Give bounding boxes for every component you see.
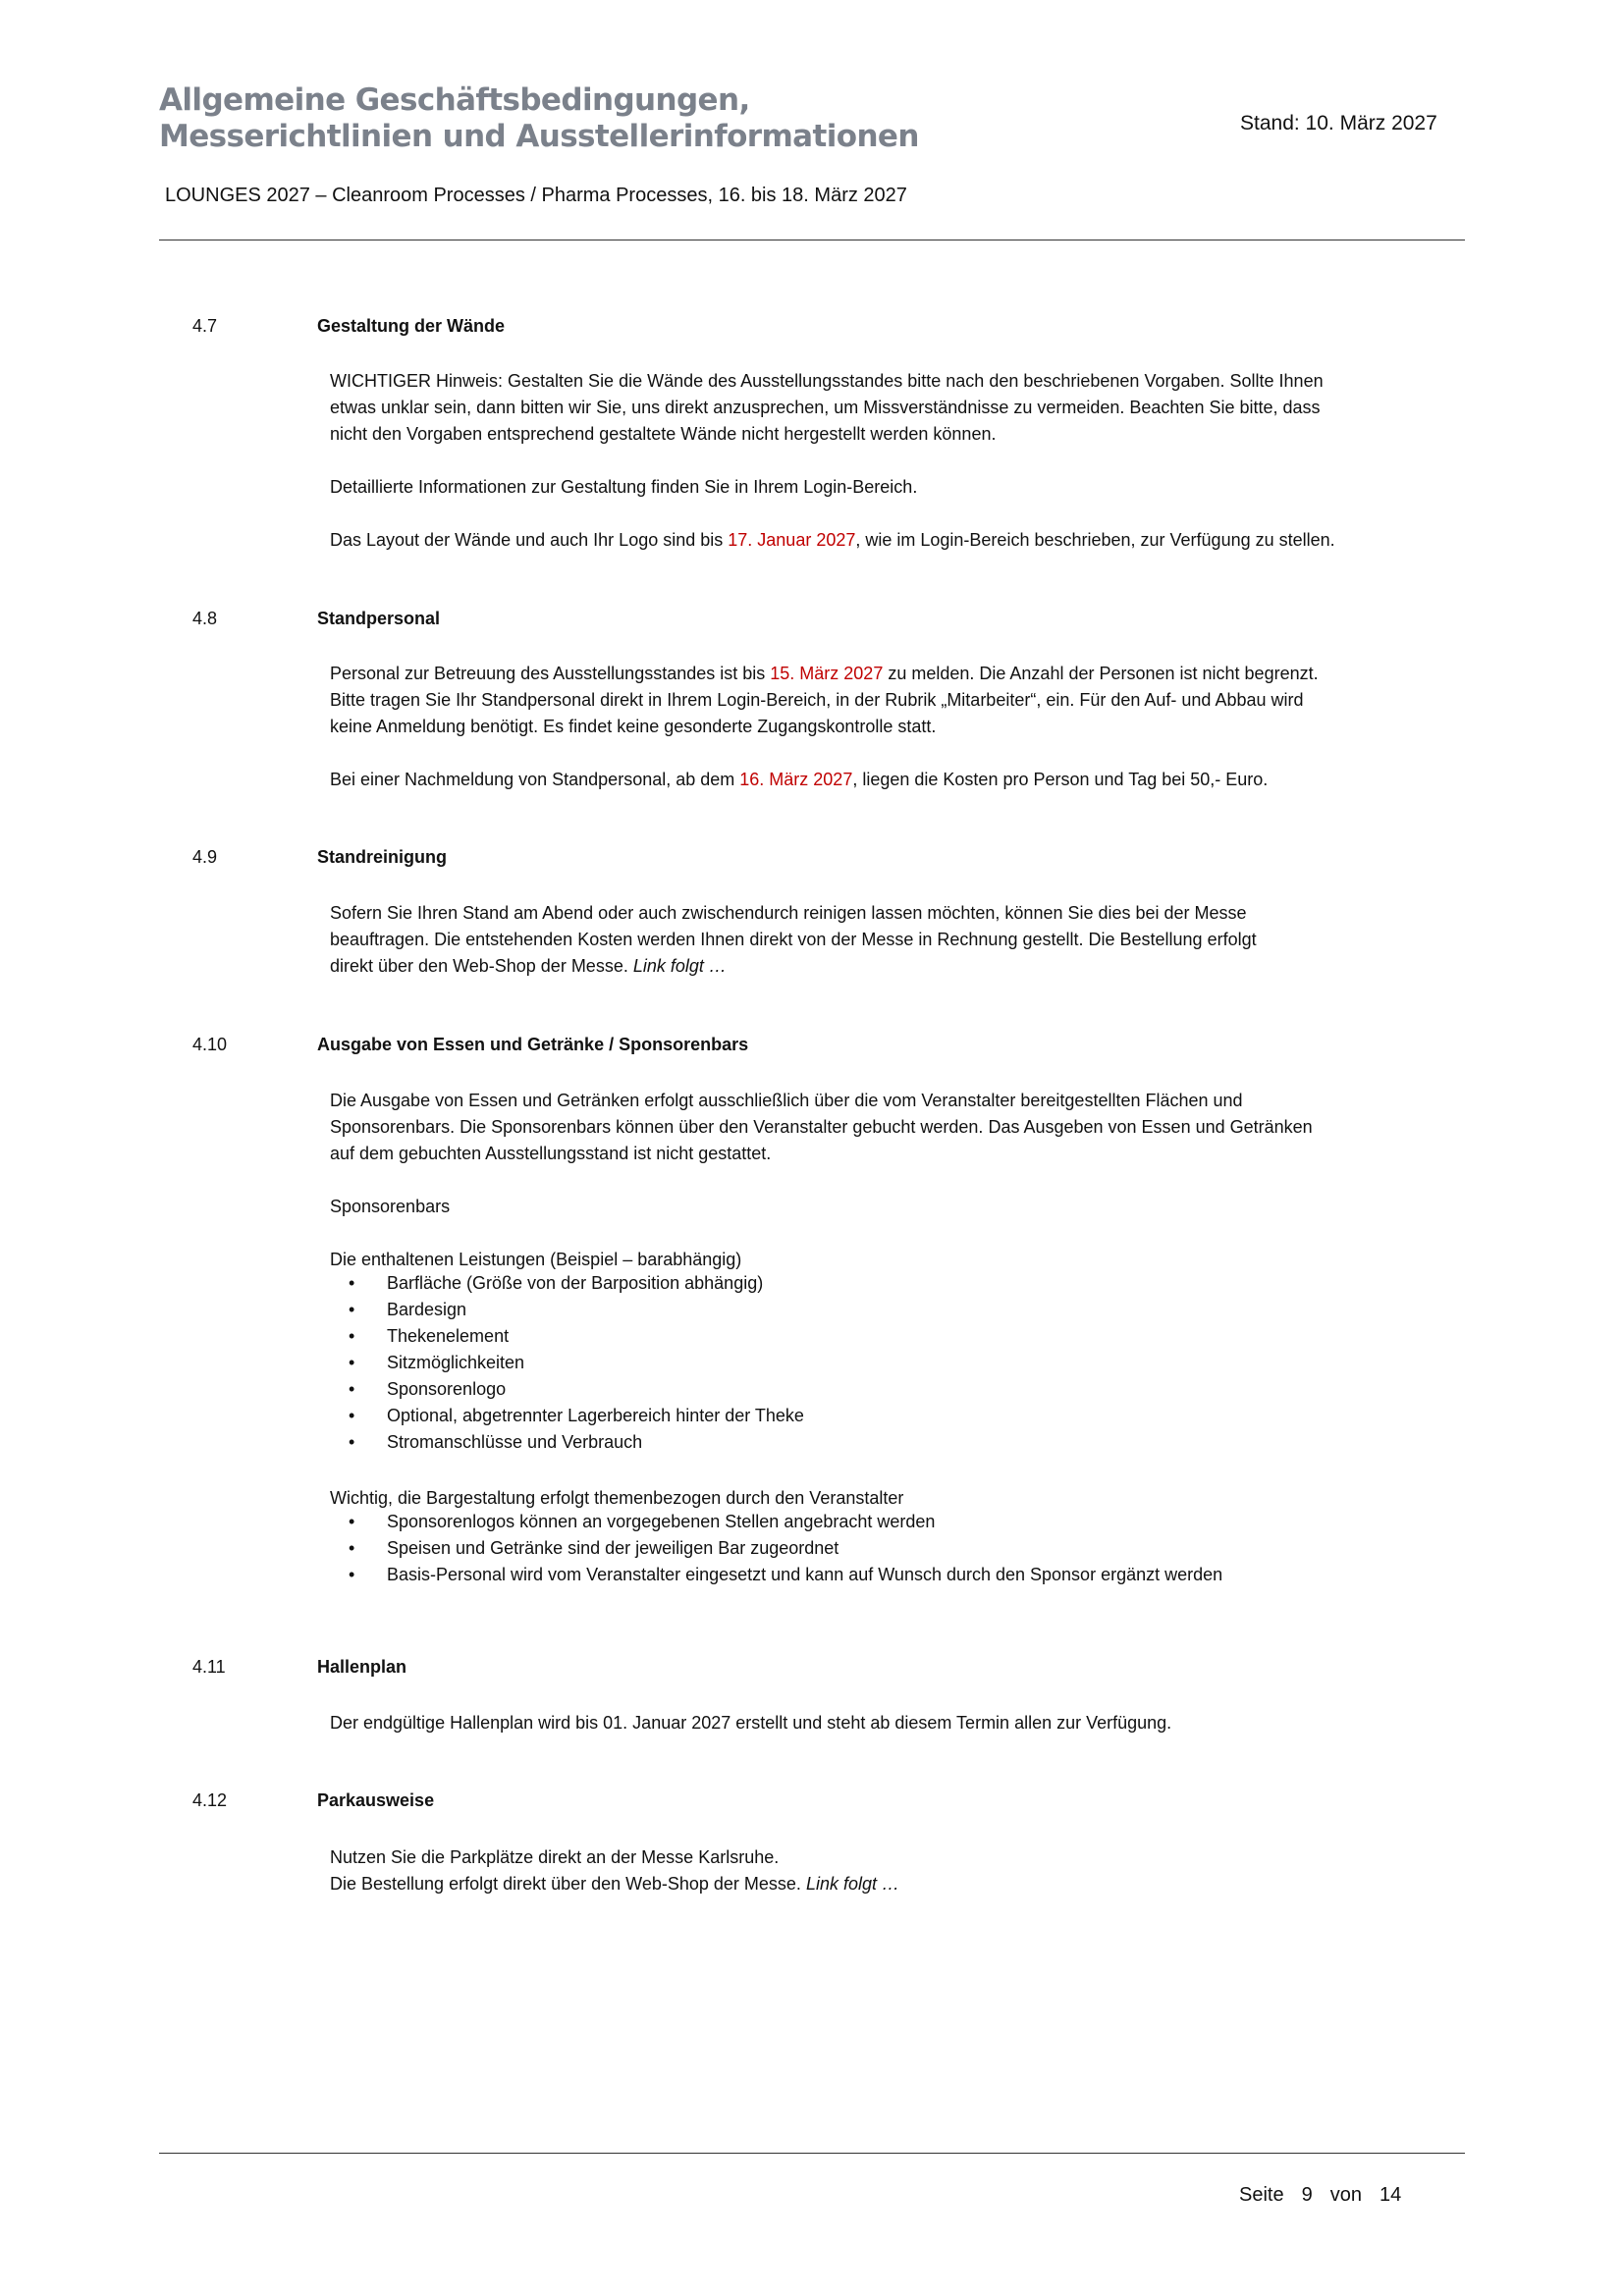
section-number: 4.12 (192, 1790, 228, 1810)
notes-intro: Wichtig, die Bargestaltung erfolgt themenbezogen durch den Veranstalter (330, 1488, 904, 1508)
paragraph-line: WICHTIGER Hinweis: Gestalten Sie die Wände des Ausstellungsstandes bitte nach den beschriebenen Vorgaben. Sollte Ihnen (330, 371, 1324, 391)
section-number: 4.7 (192, 316, 218, 336)
list-item: Speisen und Getränke sind der jeweiligen Bar zugeordnet (387, 1538, 839, 1558)
section-heading: Parkausweise (317, 1790, 435, 1810)
bullet-icon: • (349, 1300, 355, 1319)
footer-divider (159, 2153, 1465, 2154)
text: Bei einer Nachmeldung von Standpersonal, ab dem (330, 770, 740, 789)
event-subtitle: LOUNGES 2027 – Cleanroom Processes / Pharma Processes, 16. bis 18. März 2027 (165, 185, 907, 206)
section-heading: Standpersonal (317, 609, 441, 628)
paragraph-line: keine Anmeldung benötigt. Es findet keine gesonderte Zugangskontrolle statt. (330, 717, 937, 736)
text: , wie im Login-Bereich beschrieben, zur Verfügung zu stellen. (855, 530, 1335, 550)
paragraph-line: Sponsorenbars. Die Sponsorenbars können über den Veranstalter gebucht werden. Das Ausgeben von Essen und Getränken (330, 1117, 1313, 1137)
paragraph-line: etwas unklar sein, dann bitten wir Sie, uns direkt anzusprechen, um Missverständnisse zu vermeiden. Beachten Sie bitte, dass (330, 398, 1321, 417)
document-title-line-1: Allgemeine Geschäftsbedingungen, (159, 82, 750, 118)
link-placeholder: Link folgt … (632, 956, 727, 976)
paragraph-line: beauftragen. Die entstehenden Kosten werden Ihnen direkt von der Messe in Rechnung gestellt. Die Bestellung erfolgt (330, 930, 1257, 949)
list-item: Optional, abgetrennter Lagerbereich hinter der Theke (387, 1406, 804, 1425)
list-item: Barfläche (Größe von der Barposition abhängig) (387, 1273, 764, 1293)
text: Personal zur Betreuung des Ausstellungsstandes ist bis (330, 664, 771, 683)
section-heading: Hallenplan (317, 1657, 407, 1677)
paragraph-line: Der endgültige Hallenplan wird bis 01. Januar 2027 erstellt und steht ab diesem Termin allen zur Verfügung. (330, 1713, 1172, 1733)
list-item: Sponsorenlogos können an vorgegebenen Stellen angebracht werden (387, 1512, 936, 1531)
paragraph-line: Bitte tragen Sie Ihr Standpersonal direkt in Ihrem Login-Bereich, in der Rubrik „Mitarbeiter“, ein. Für den Auf- und Abbau wird (330, 690, 1304, 710)
paragraph-line (330, 1871, 899, 1897)
deadline-paragraph (330, 527, 1335, 554)
list-item: Bardesign (387, 1300, 467, 1319)
section-heading: Gestaltung der Wände (317, 316, 506, 336)
bullet-icon: • (349, 1353, 355, 1372)
text: , liegen die Kosten pro Person und Tag bei 50,- Euro. (852, 770, 1269, 789)
section-heading: Standreinigung (317, 847, 447, 867)
section-number: 4.11 (192, 1657, 226, 1677)
text: direkt über den Web-Shop der Messe. (330, 956, 633, 976)
subheading-sponsorenbars: Sponsorenbars (330, 1197, 451, 1216)
bullet-icon: • (349, 1326, 355, 1346)
late-registration-paragraph (330, 767, 1268, 793)
section-number: 4.8 (192, 609, 218, 628)
paragraph-line (330, 953, 727, 980)
deadline-date: 15. März 2027 (770, 664, 884, 683)
late-date: 16. März 2027 (739, 770, 853, 789)
services-intro: Die enthaltenen Leistungen (Beispiel – barabhängig) (330, 1250, 742, 1269)
list-item: Sitzmöglichkeiten (387, 1353, 525, 1372)
page-label: Seite (1239, 2184, 1284, 2206)
bullet-icon: • (349, 1538, 355, 1558)
section-heading: Ausgabe von Essen und Getränke / Sponsorenbars (317, 1035, 749, 1054)
stand-date: Stand: 10. März 2027 (1240, 112, 1437, 134)
bullet-icon: • (349, 1379, 355, 1399)
document-title-line-2: Messerichtlinien und Ausstellerinformationen (159, 119, 919, 154)
page-current: 9 (1301, 2184, 1313, 2206)
bullet-icon: • (349, 1565, 355, 1584)
bullet-icon: • (349, 1406, 355, 1425)
bullet-icon: • (349, 1512, 355, 1531)
bullet-icon: • (349, 1432, 355, 1452)
list-item: Thekenelement (387, 1326, 510, 1346)
list-item: Basis-Personal wird vom Veranstalter eingesetzt und kann auf Wunsch durch den Sponsor ergänzt werden (387, 1565, 1223, 1584)
deadline-date: 17. Januar 2027 (728, 530, 856, 550)
paragraph-line: Sofern Sie Ihren Stand am Abend oder auch zwischendurch reinigen lassen möchten, können Sie dies bei der Messe (330, 903, 1247, 923)
text: Die Bestellung erfolgt direkt über den Web-Shop der Messe. (330, 1874, 806, 1894)
text: Das Layout der Wände und auch Ihr Logo sind bis (330, 530, 729, 550)
paragraph-line: Detaillierte Informationen zur Gestaltung finden Sie in Ihrem Login-Bereich. (330, 477, 918, 497)
paragraph-line: auf dem gebuchten Ausstellungsstand ist nicht gestattet. (330, 1144, 772, 1163)
page-indicator (1239, 2184, 1419, 2207)
paragraph-line: Nutzen Sie die Parkplätze direkt an der Messe Karlsruhe. (330, 1847, 780, 1867)
page-total: 14 (1379, 2184, 1402, 2206)
link-placeholder: Link folgt … (805, 1874, 899, 1894)
text: zu melden. Die Anzahl der Personen ist nicht begrenzt. (883, 664, 1319, 683)
of-label: von (1329, 2184, 1362, 2206)
paragraph-line (330, 661, 1319, 687)
paragraph-line: Die Ausgabe von Essen und Getränken erfolgt ausschließlich über die vom Veranstalter bereitgestellten Flächen und (330, 1091, 1243, 1110)
section-number: 4.10 (192, 1035, 228, 1054)
list-item: Sponsorenlogo (387, 1379, 507, 1399)
section-number: 4.9 (192, 847, 218, 867)
bullet-icon: • (349, 1273, 355, 1293)
list-item: Stromanschlüsse und Verbrauch (387, 1432, 643, 1452)
paragraph-line: nicht den Vorgaben entsprechend gestaltete Wände nicht hergestellt werden können. (330, 424, 997, 444)
